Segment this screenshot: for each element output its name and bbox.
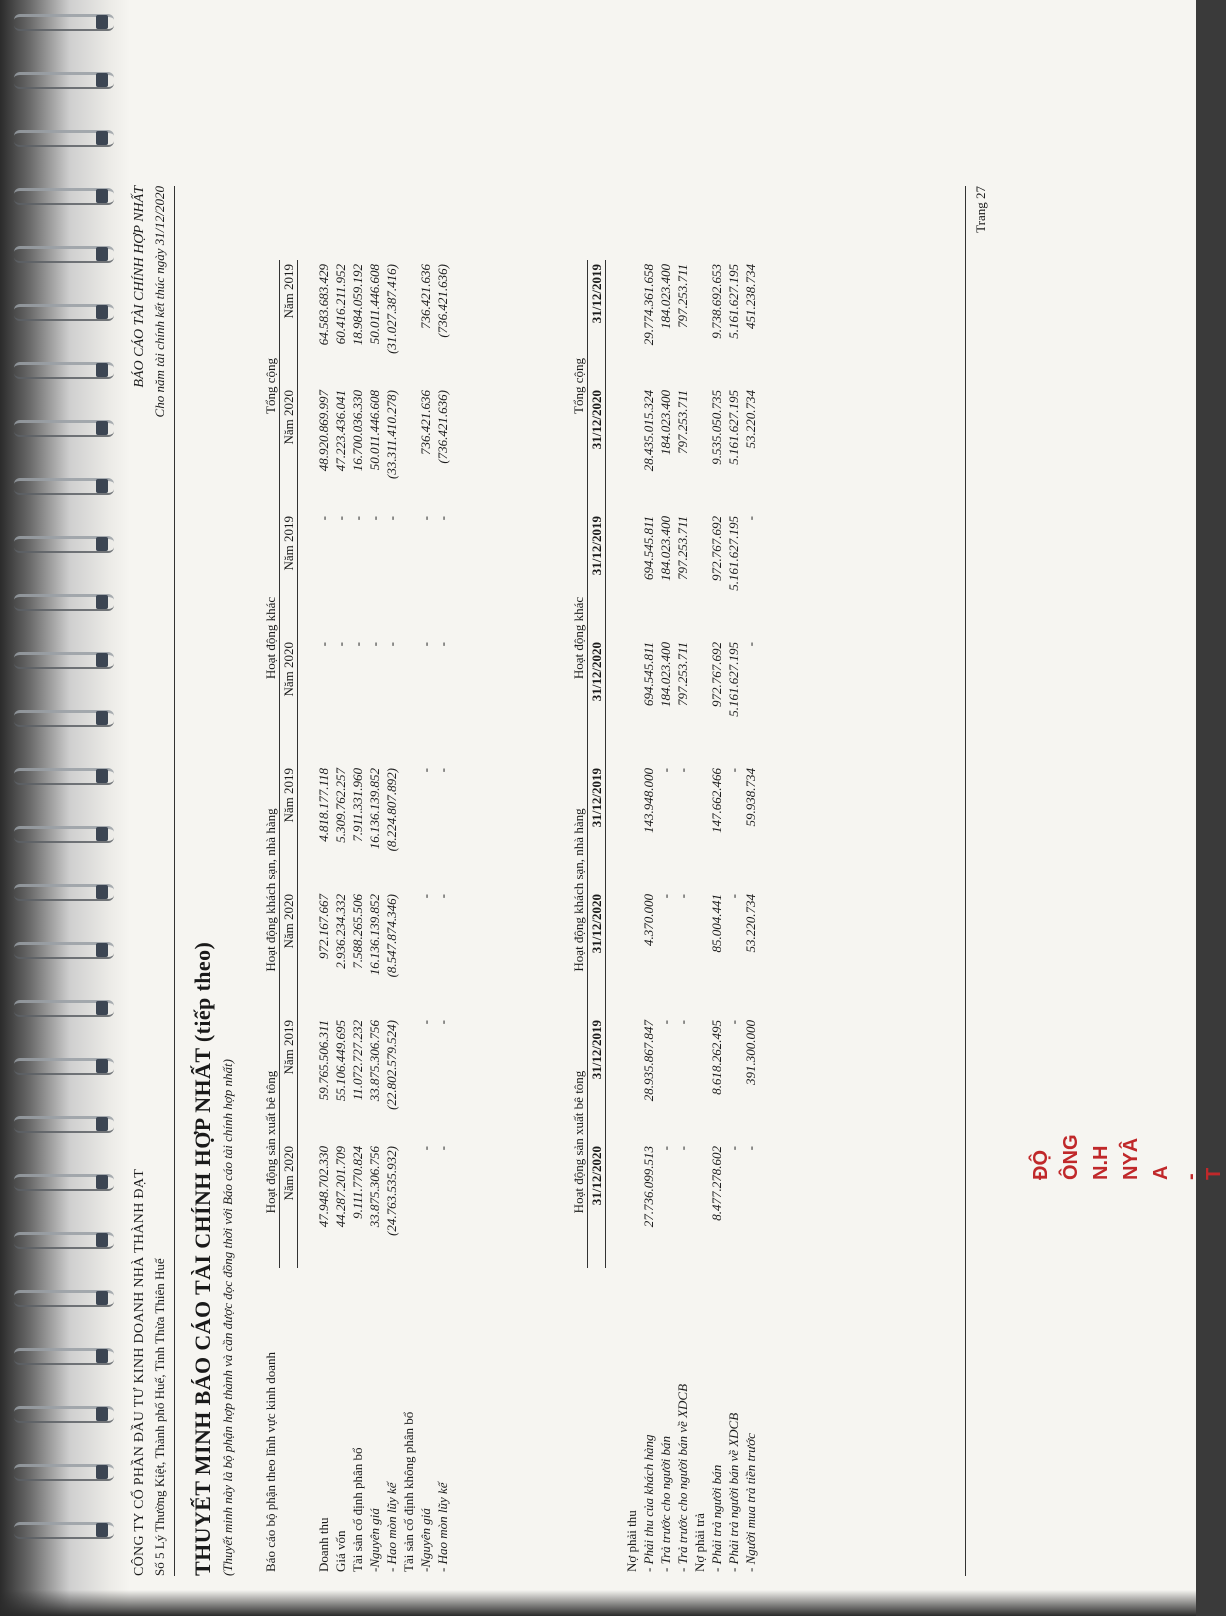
table-cell [623,890,640,1016]
group-header: Hoạt động khác [570,512,588,764]
year-header: 31/12/2019 [588,260,606,386]
year-header: 31/12/2019 [588,1016,606,1142]
table-cell: 5.161.627.195 [725,642,741,717]
table-cell: - [657,1146,673,1151]
table-cell: 797.253.711 [674,264,690,329]
table-cell: - [434,1020,450,1025]
table-cell: 736.421.636 [417,390,433,455]
table-cell: - [349,516,365,521]
table-cell: 55.106.449.695 [332,1020,348,1102]
page-subtitle: (Thuyết minh này là bộ phận hợp thành và cần được đọc đồng thời với Báo cáo tài chính hợp nhất) [220,1059,235,1576]
row-label: - Phải trả người bán [708,1464,724,1572]
table-cell: (24.763.535.932) [383,1146,399,1236]
table-cell: 972.767.692 [708,642,724,707]
table-cell: - [417,642,433,647]
table-cell: 16.136.139.852 [366,768,382,850]
table-cell: - [657,768,673,773]
table-row [725,260,742,1576]
table-row [708,260,725,1576]
table-cell: 5.161.627.195 [725,390,741,465]
row-label: -Nguyên giá [417,1508,433,1572]
table-cell: 9.738.692.653 [708,264,724,339]
group-header: Hoạt động sản xuất bê tông [570,1016,588,1268]
table-cell [623,1016,640,1142]
table-cell: (31.027.387.416) [383,264,399,354]
table-cell: 5.161.627.195 [725,516,741,591]
table-cell [691,386,708,512]
table-cell: - [674,768,690,773]
table-cell: - [742,642,758,647]
table-cell [623,386,640,512]
table-cell: 9.535.050.735 [708,390,724,465]
year-header: Năm 2019 [280,260,298,386]
table-cell: 18.984.059.192 [349,264,365,346]
year-header: Năm 2020 [280,890,298,1016]
table-cell: - [434,768,450,773]
stamp-text: NYÂ [1120,1137,1142,1180]
table-row [691,260,708,1576]
row-label: Doanh thu [315,1517,331,1572]
table-cell: - [366,516,382,521]
table-cell: (736.421.636) [434,264,450,338]
year-header: Năm 2020 [280,1142,298,1268]
group-header: Hoạt động khác [262,512,280,764]
table-cell: - [725,768,741,773]
report-title: BÁO CÁO TÀI CHÍNH HỢP NHẤT [132,186,147,388]
table-cell [400,1142,417,1268]
binding-ring [14,14,114,31]
row-label: Tài sản cố định phân bổ [349,1447,365,1572]
stamp-text: - T [1180,1167,1225,1180]
table-row [366,260,383,1576]
table-cell: - [434,1146,450,1151]
table-cell: - [417,894,433,899]
table-cell: - [674,1020,690,1025]
table-cell: 50.011.446.608 [366,264,382,345]
row-label: -Nguyên giá [366,1508,382,1572]
footer-divider [965,186,966,1576]
table-cell: 694.545.811 [640,516,656,581]
table-cell [400,260,417,386]
row-label: - Hao mòn lũy kế [383,1482,399,1572]
table-cell [691,512,708,638]
year-header: Năm 2019 [280,1016,298,1142]
table-cell: - [674,894,690,899]
table-cell: 11.072.727.232 [349,1020,365,1101]
table-row [400,260,417,1576]
table-cell: - [742,516,758,521]
header-divider [174,186,175,1576]
table-cell: - [417,516,433,521]
row-label: - Hao mòn lũy kế [434,1482,450,1572]
table-cell: 60.416.211.952 [332,264,348,345]
table-cell [691,890,708,1016]
table-cell: 451.238.734 [742,264,758,329]
table-cell: 797.253.711 [674,390,690,455]
table-row [434,260,451,1576]
year-header: Năm 2020 [280,386,298,512]
page-edge-shadow [0,1590,1196,1616]
table-row [674,260,691,1576]
table-cell: 28.435.015.324 [640,390,656,472]
row-label: - Phải thu của khách hàng [640,1434,656,1572]
table-cell: 2.936.234.332 [332,894,348,969]
stamp-text: ÔNG [1060,1134,1082,1180]
table-cell: - [742,1146,758,1151]
table-cell: 59.765.506.311 [315,1020,331,1101]
table-cell: 16.136.139.852 [366,894,382,976]
company-name: CÔNG TY CỔ PHẦN ĐẦU TƯ KINH DOANH NHÀ THÀNH ĐẠT [132,1168,147,1576]
table-cell: 7.588.265.506 [349,894,365,969]
group-header: Tổng cộng [570,260,588,512]
table-cell: 50.011.446.608 [366,390,382,471]
table-caption: Báo cáo bộ phận theo lĩnh vực kinh doanh [262,1351,278,1572]
table-cell: 85.004.441 [708,894,724,953]
table-cell: 29.774.361.658 [640,264,656,346]
stamp-text: N.H [1090,1145,1112,1180]
table-cell [400,386,417,512]
table-cell: - [725,894,741,899]
row-label: Tài sản cố định không phân bổ [400,1411,416,1572]
table-cell: - [725,1146,741,1151]
table-cell: 184.023.400 [657,264,673,329]
table-row [332,260,349,1576]
stamp-text: ĐỘ [1030,1150,1052,1180]
year-header: Năm 2019 [280,512,298,638]
table-cell: 47.948.702.330 [315,1146,331,1228]
table-cell [691,260,708,386]
table-cell [400,1016,417,1142]
group-header: Tổng cộng [262,260,280,512]
table-cell: 184.023.400 [657,390,673,455]
table-cell: 391.300.000 [742,1020,758,1085]
table-cell: 736.421.636 [417,264,433,329]
report-period: Cho năm tài chính kết thúc ngày 31/12/2020 [152,186,167,418]
row-label: Giá vốn [332,1530,348,1572]
table-cell: 797.253.711 [674,642,690,707]
binding-hole [96,15,108,29]
table-cell: - [349,642,365,647]
company-address: Số 5 Lý Thường Kiệt, Thành phố Huế, Tỉnh Thừa Thiên Huế [152,1258,167,1576]
table-cell: 147.662.466 [708,768,724,833]
page-title: THUYẾT MINH BÁO CÁO TÀI CHÍNH HỢP NHẤT (tiếp theo) [190,941,215,1576]
table-cell: 9.111.770.824 [349,1146,365,1219]
table-cell [400,512,417,638]
table-cell: (8.547.874.346) [383,894,399,978]
group-header: Hoạt động khách sạn, nhà hàng [262,764,280,1016]
table-cell: (736.421.636) [434,390,450,464]
table-cell [623,260,640,386]
table-cell: 184.023.400 [657,642,673,707]
table-cell: 5.161.627.195 [725,264,741,339]
table-row [742,260,759,1576]
table-cell: 797.253.711 [674,516,690,581]
table-cell: 53.220.734 [742,390,758,449]
table-cell: 33.875.306.756 [366,1146,382,1228]
table-cell: 694.545.811 [640,642,656,707]
table-cell: 27.736.099.513 [640,1146,656,1228]
table-cell: 48.920.869.997 [315,390,331,472]
group-header: Hoạt động sản xuất bê tông [262,1016,280,1268]
table-cell: (22.802.579.524) [383,1020,399,1110]
table-cell: - [725,1020,741,1025]
table-cell: - [332,642,348,647]
table-cell: - [434,642,450,647]
table-cell: - [332,516,348,521]
table-cell: 143.948.000 [640,768,656,833]
table-cell [691,764,708,890]
group-header: Hoạt động khách sạn, nhà hàng [570,764,588,1016]
table-cell: 8.618.262.495 [708,1020,724,1095]
year-header: 31/12/2019 [588,764,606,890]
page-number: Trang 27 [973,186,988,233]
year-header: Năm 2020 [280,638,298,764]
table-cell: 4.370.000 [640,894,656,946]
table-row [657,260,674,1576]
table-row [640,260,657,1576]
table-cell: - [434,894,450,899]
year-header: 31/12/2020 [588,638,606,764]
table-cell: 59.938.734 [742,768,758,827]
year-header: Năm 2019 [280,764,298,890]
row-label: - Phải trả người bán về XDCB [725,1412,741,1572]
table-cell: 28.935.867.847 [640,1020,656,1102]
table-cell: 4.818.177.118 [315,768,331,842]
table-cell: - [315,516,331,521]
table-cell: - [383,642,399,647]
table-cell: 184.023.400 [657,516,673,581]
year-header: 31/12/2019 [588,512,606,638]
table-cell: 53.220.734 [742,894,758,953]
rotated-document [0,56,1060,1616]
table-row [383,260,400,1576]
table-cell: - [434,516,450,521]
year-header: 31/12/2020 [588,386,606,512]
table-cell: - [657,894,673,899]
table-cell: - [657,1020,673,1025]
table-cell [691,1142,708,1268]
table-row [315,260,332,1576]
table-cell: 972.767.692 [708,516,724,581]
table-cell: 64.583.683.429 [315,264,331,346]
row-label: Nợ phải thu [623,1510,639,1572]
table-cell [400,638,417,764]
table-cell [623,638,640,764]
table-cell: 16.700.036.330 [349,390,365,472]
year-header: 31/12/2020 [588,890,606,1016]
table-row [623,260,640,1576]
row-label: - Người mua trả tiền trước [742,1433,758,1572]
row-label: - Trả trước cho người bán về XDCB [674,1383,690,1572]
table-cell: 44.287.201.709 [332,1146,348,1228]
row-label: Nợ phải trả [691,1513,707,1572]
table-row [349,260,366,1576]
table-cell: - [383,516,399,521]
segment-table-income [262,260,451,1576]
table-cell [400,764,417,890]
table-cell: (8.224.807.892) [383,768,399,852]
table-cell: - [315,642,331,647]
table-cell: - [417,1020,433,1025]
table-cell: 33.875.306.756 [366,1020,382,1102]
table-cell: 5.309.762.257 [332,768,348,843]
table-cell [691,1016,708,1142]
segment-table-balances [570,260,759,1576]
table-cell: 7.911.331.960 [349,768,365,842]
red-stamp [1030,980,1225,1200]
table-row [417,260,434,1576]
stamp-text: A [1150,1165,1172,1180]
year-header: 31/12/2020 [588,1142,606,1268]
table-cell: 8.477.278.602 [708,1146,724,1221]
table-cell: - [674,1146,690,1151]
table-cell [623,512,640,638]
table-cell: 972.167.667 [315,894,331,959]
table-cell: - [417,768,433,773]
table-cell [623,1142,640,1268]
table-cell: 47.223.436.041 [332,390,348,472]
table-cell: - [366,642,382,647]
table-cell: - [417,1146,433,1151]
row-label: - Trả trước cho người bán [657,1435,673,1572]
table-cell [691,638,708,764]
table-cell: (33.311.410.278) [383,390,399,479]
table-cell [400,890,417,1016]
table-cell [623,764,640,890]
